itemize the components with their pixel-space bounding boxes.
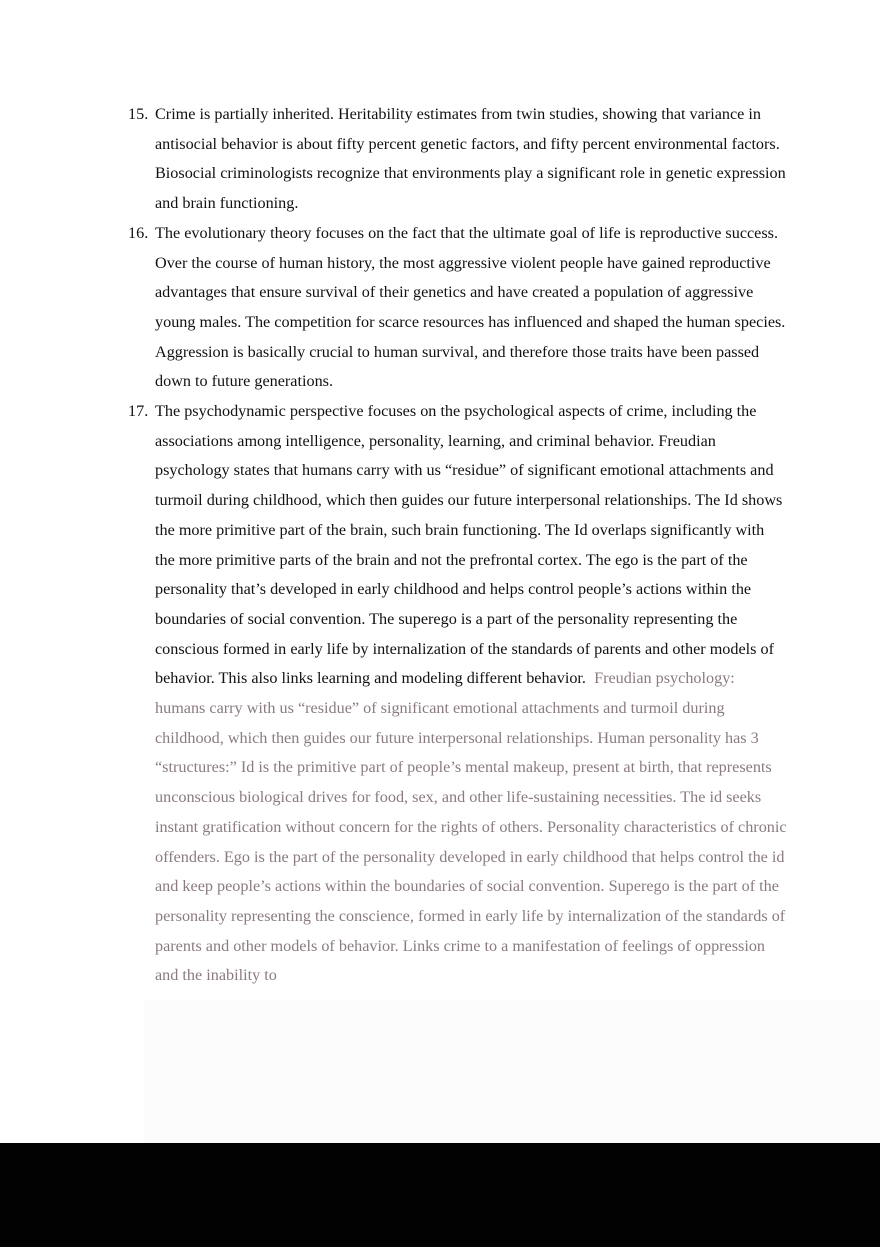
faded-overlay (144, 1000, 880, 1143)
list-number: 17. (128, 402, 149, 421)
list-number: 16. (128, 223, 149, 242)
list-item-text: The evolutionary theory focuses on the fact that the ultimate goal of life is reproductive success. Over the course of human history, the most aggressive violent people have gained reproductive advantages that ensure survival of their genetics and have created a population of aggressive young males. The competition for scarce resources has influenced and shaped the human species. Aggression is basically crucial to human survival, and therefore those traits have been passed down to future generations. (155, 223, 786, 391)
list-item-17 (128, 397, 788, 991)
list-number: 15. (128, 105, 149, 123)
faded-pasted-text: Freudian psychology: humans carry with us “residue” of significant emotional attachments and turmoil during childhood, which then guides our future interpersonal relationships. Human personality has 3 “structures:” Id is the primitive part of people’s mental makeup, present at birth, that represents unconscious biological drives for food, sex, and other life-sustaining necessities. The id seeks instant gratification without concern for the rights of others. Personality characteristics of chronic offenders. Ego is the part of the personality developed in early childhood that helps control the id and keep people’s actions within the boundaries of social convention. Superego is the part of the personality representing the conscience, formed in early life by internalization of the standards of parents and other models of behavior. Links crime to a manifestation of feelings of oppression and the inability to (155, 669, 787, 985)
numbered-list (128, 100, 788, 991)
list-item-15 (128, 100, 788, 219)
bottom-black-bar (0, 1143, 880, 1247)
list-item-16 (128, 219, 788, 397)
list-item-text: Crime is partially inherited. Heritability estimates from twin studies, showing that variance in antisocial behavior is about fifty percent genetic factors, and fifty percent environmental factors. Biosocial criminologists recognize that environments play a significant role in genetic expression and brain functioning. (155, 105, 786, 213)
list-item-text: The psychodynamic perspective focuses on the psychological aspects of crime, including the associations among intelligence, personality, learning, and criminal behavior. Freudian psychology states that humans carry with us “residue” of significant emotional attachments and turmoil during childhood, which then guides our future interpersonal relationships. The Id shows the more primitive part of the brain, such brain functioning. The Id overlaps significantly with the more primitive parts of the brain and not the prefrontal cortex. The ego is the part of the personality that’s developed in early childhood and helps control people’s actions within the boundaries of social convention. The superego is a part of the personality representing the conscious formed in early life by internalization of the standards of parents and other models of behavior. This also links learning and modeling different behavior. (155, 402, 783, 688)
